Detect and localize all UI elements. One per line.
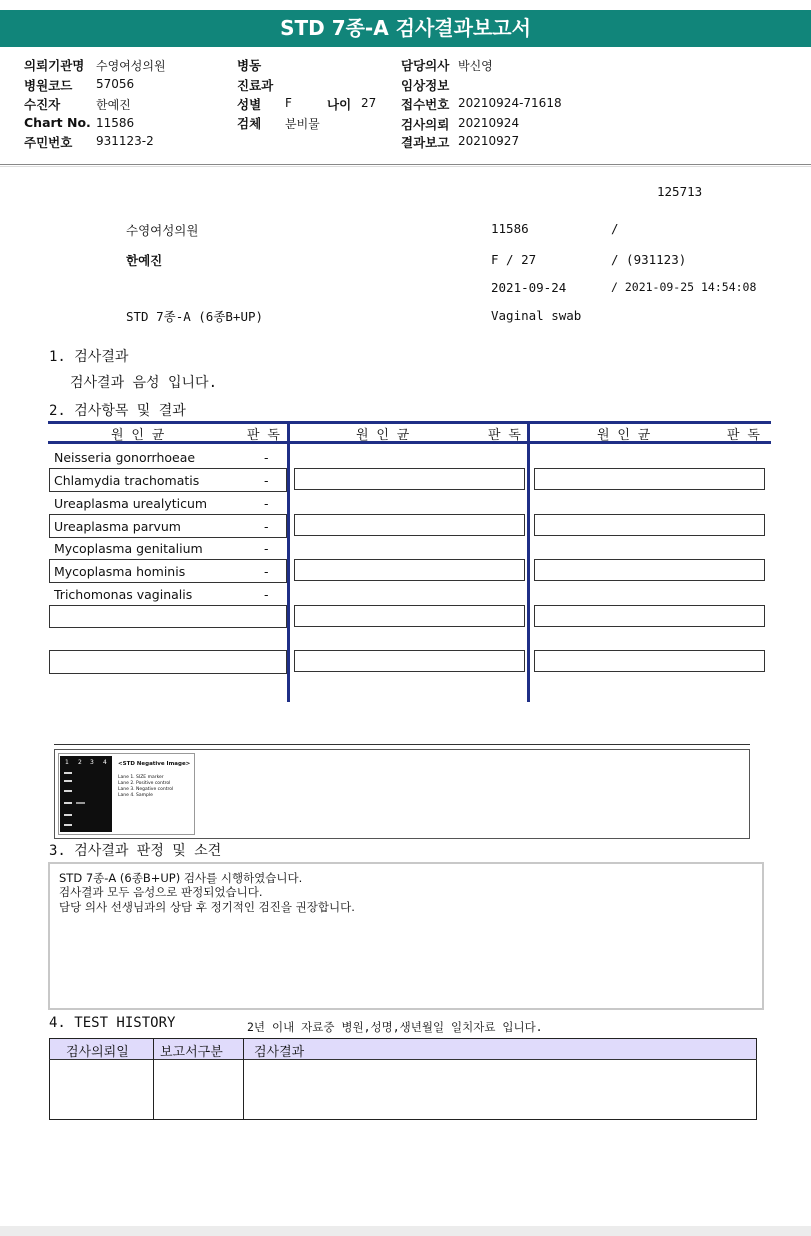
table-row-box [534, 650, 765, 672]
gel-band [76, 802, 85, 804]
hospital-label: 의뢰기관명 [24, 58, 85, 73]
info-specimen: Vaginal swab [491, 308, 582, 323]
section1-title: 1. 검사결과 [49, 349, 129, 365]
section2-title: 2. 검사항목 및 결과 [49, 403, 186, 419]
col-pathogen-1: 원 인 균 [111, 428, 165, 443]
history-col-result: 검사결과 [254, 1045, 305, 1060]
gel-band [64, 824, 72, 826]
pathogen-result: - [264, 541, 269, 556]
pathogen-result: - [264, 450, 269, 465]
history-col-divider [153, 1038, 154, 1120]
gel-legend-item: Lane 4. Sample [118, 793, 153, 798]
age-label: 나이 [327, 97, 352, 112]
sex-value: F [285, 96, 292, 110]
request-label: 검사의뢰 [401, 117, 450, 132]
col-judgement-2: 판 독 [488, 428, 521, 443]
lane-label: 3 [90, 759, 94, 766]
gel-legend-item: Lane 3. Negative control [118, 787, 174, 792]
history-col-request-date: 검사의뢰일 [66, 1045, 129, 1060]
table-row-box [294, 514, 525, 536]
table-row-box [49, 605, 287, 628]
specimen-label: 검체 [237, 116, 262, 131]
receipt-label: 접수번호 [401, 97, 450, 112]
hospital-value: 수영여성의원 [96, 59, 166, 73]
table-row-box [294, 650, 525, 672]
gel-panel-top-line [54, 744, 750, 745]
report-number: 125713 [657, 184, 703, 199]
ward-label: 병동 [237, 58, 262, 73]
info-birth: / (931123) [611, 252, 687, 267]
section3-title: 3. 검사결과 판정 및 소견 [49, 843, 222, 859]
gel-band [64, 802, 72, 804]
table-divider-2 [527, 421, 530, 702]
table-row-box [534, 559, 765, 581]
table-row-box [294, 468, 525, 490]
lane-label: 4 [103, 759, 107, 766]
table-row-box [294, 605, 525, 627]
chart-value: 11586 [96, 116, 135, 130]
pathogen-name: Ureaplasma urealyticum [54, 496, 208, 511]
gel-band [64, 780, 72, 782]
gel-band [64, 790, 72, 792]
pathogen-name: Neisseria gonorrhoeae [54, 450, 196, 465]
section1-summary: 검사결과 음성 입니다. [70, 375, 218, 391]
doctor-value: 박신영 [458, 59, 493, 73]
opinion-line: 검사결과 모두 음성으로 판정되었습니다. [59, 885, 263, 899]
header-divider [0, 164, 811, 165]
table-divider-1 [287, 421, 290, 702]
gel-image [60, 756, 112, 832]
col-judgement-3: 판 독 [727, 428, 760, 443]
header-divider-shadow [0, 166, 811, 167]
pathogen-name: Mycoplasma hominis [54, 564, 186, 579]
pathogen-name: Chlamydia trachomatis [54, 473, 200, 488]
doctor-label: 담당의사 [401, 58, 450, 73]
history-table [49, 1038, 757, 1120]
gel-caption: <STD Negative Image> [118, 761, 191, 767]
pathogen-result: - [264, 587, 269, 602]
history-header-divider [49, 1059, 757, 1060]
ssn-value: 931123-2 [96, 134, 154, 148]
age-value: 27 [361, 96, 377, 110]
code-value: 57056 [96, 77, 135, 91]
section4-title: 4. TEST HISTORY [49, 1015, 176, 1031]
history-note: 2년 이내 자료중 병원,성명,생년월일 일치자료 입니다. [247, 1020, 543, 1034]
table-row-box [534, 468, 765, 490]
request-value: 20210924 [458, 116, 520, 130]
col-judgement-1: 판 독 [247, 428, 280, 443]
info-test-name: STD 7종-A (6종B+UP) [126, 309, 264, 324]
gel-band [64, 772, 72, 774]
table-row-box [49, 650, 287, 674]
info-report-datetime: / 2021-09-25 14:54:08 [611, 280, 757, 294]
bottom-strip [0, 1226, 811, 1236]
opinion-line: 담당 의사 선생님과의 상담 후 정기적인 검진을 권장합니다. [59, 900, 355, 914]
pathogen-result: - [264, 564, 269, 579]
patient-label: 수진자 [24, 97, 61, 112]
patient-value: 한예진 [96, 98, 131, 112]
lane-label: 1 [65, 759, 69, 766]
dept-label: 진료과 [237, 78, 274, 93]
history-col-divider [243, 1038, 244, 1120]
info-sex-age: F / 27 [491, 252, 537, 267]
table-row-box [534, 605, 765, 627]
ssn-label: 주민번호 [24, 135, 73, 150]
code-label: 병원코드 [24, 78, 73, 93]
gel-band [64, 814, 72, 816]
gel-legend-item: Lane 1. SIZE marker [118, 775, 164, 780]
pathogen-name: Trichomonas vaginalis [54, 587, 193, 602]
specimen-value: 분비물 [285, 117, 320, 131]
report-title: STD 7종-A 검사결과보고서 [280, 16, 531, 40]
lane-label: 2 [78, 759, 82, 766]
table-row-box [534, 514, 765, 536]
col-pathogen-3: 원 인 균 [597, 428, 651, 443]
pathogen-result: - [264, 496, 269, 511]
pathogen-name: Mycoplasma genitalium [54, 541, 203, 556]
chart-label: Chart No. [24, 115, 91, 130]
receipt-value: 20210924-71618 [458, 96, 562, 110]
opinion-line: STD 7종-A (6종B+UP) 검사를 시행하였습니다. [59, 871, 303, 885]
history-col-report-type: 보고서구분 [160, 1045, 223, 1060]
result-label: 결과보고 [401, 135, 450, 150]
sex-label: 성별 [237, 97, 262, 112]
col-pathogen-2: 원 인 균 [356, 428, 410, 443]
info-chart-no: 11586 [491, 221, 529, 236]
pathogen-result: - [264, 473, 269, 488]
gel-legend-item: Lane 2. Positive control [118, 781, 171, 786]
table-row-box [294, 559, 525, 581]
result-value: 20210927 [458, 134, 520, 148]
pathogen-result: - [264, 519, 269, 534]
clinical-label: 임상정보 [401, 78, 450, 93]
info-hospital: 수영여성의원 [126, 223, 199, 238]
info-name: 한예진 [126, 253, 163, 268]
info-slash: / [611, 221, 619, 236]
info-request-date: 2021-09-24 [491, 280, 567, 295]
pathogen-name: Ureaplasma parvum [54, 519, 181, 534]
